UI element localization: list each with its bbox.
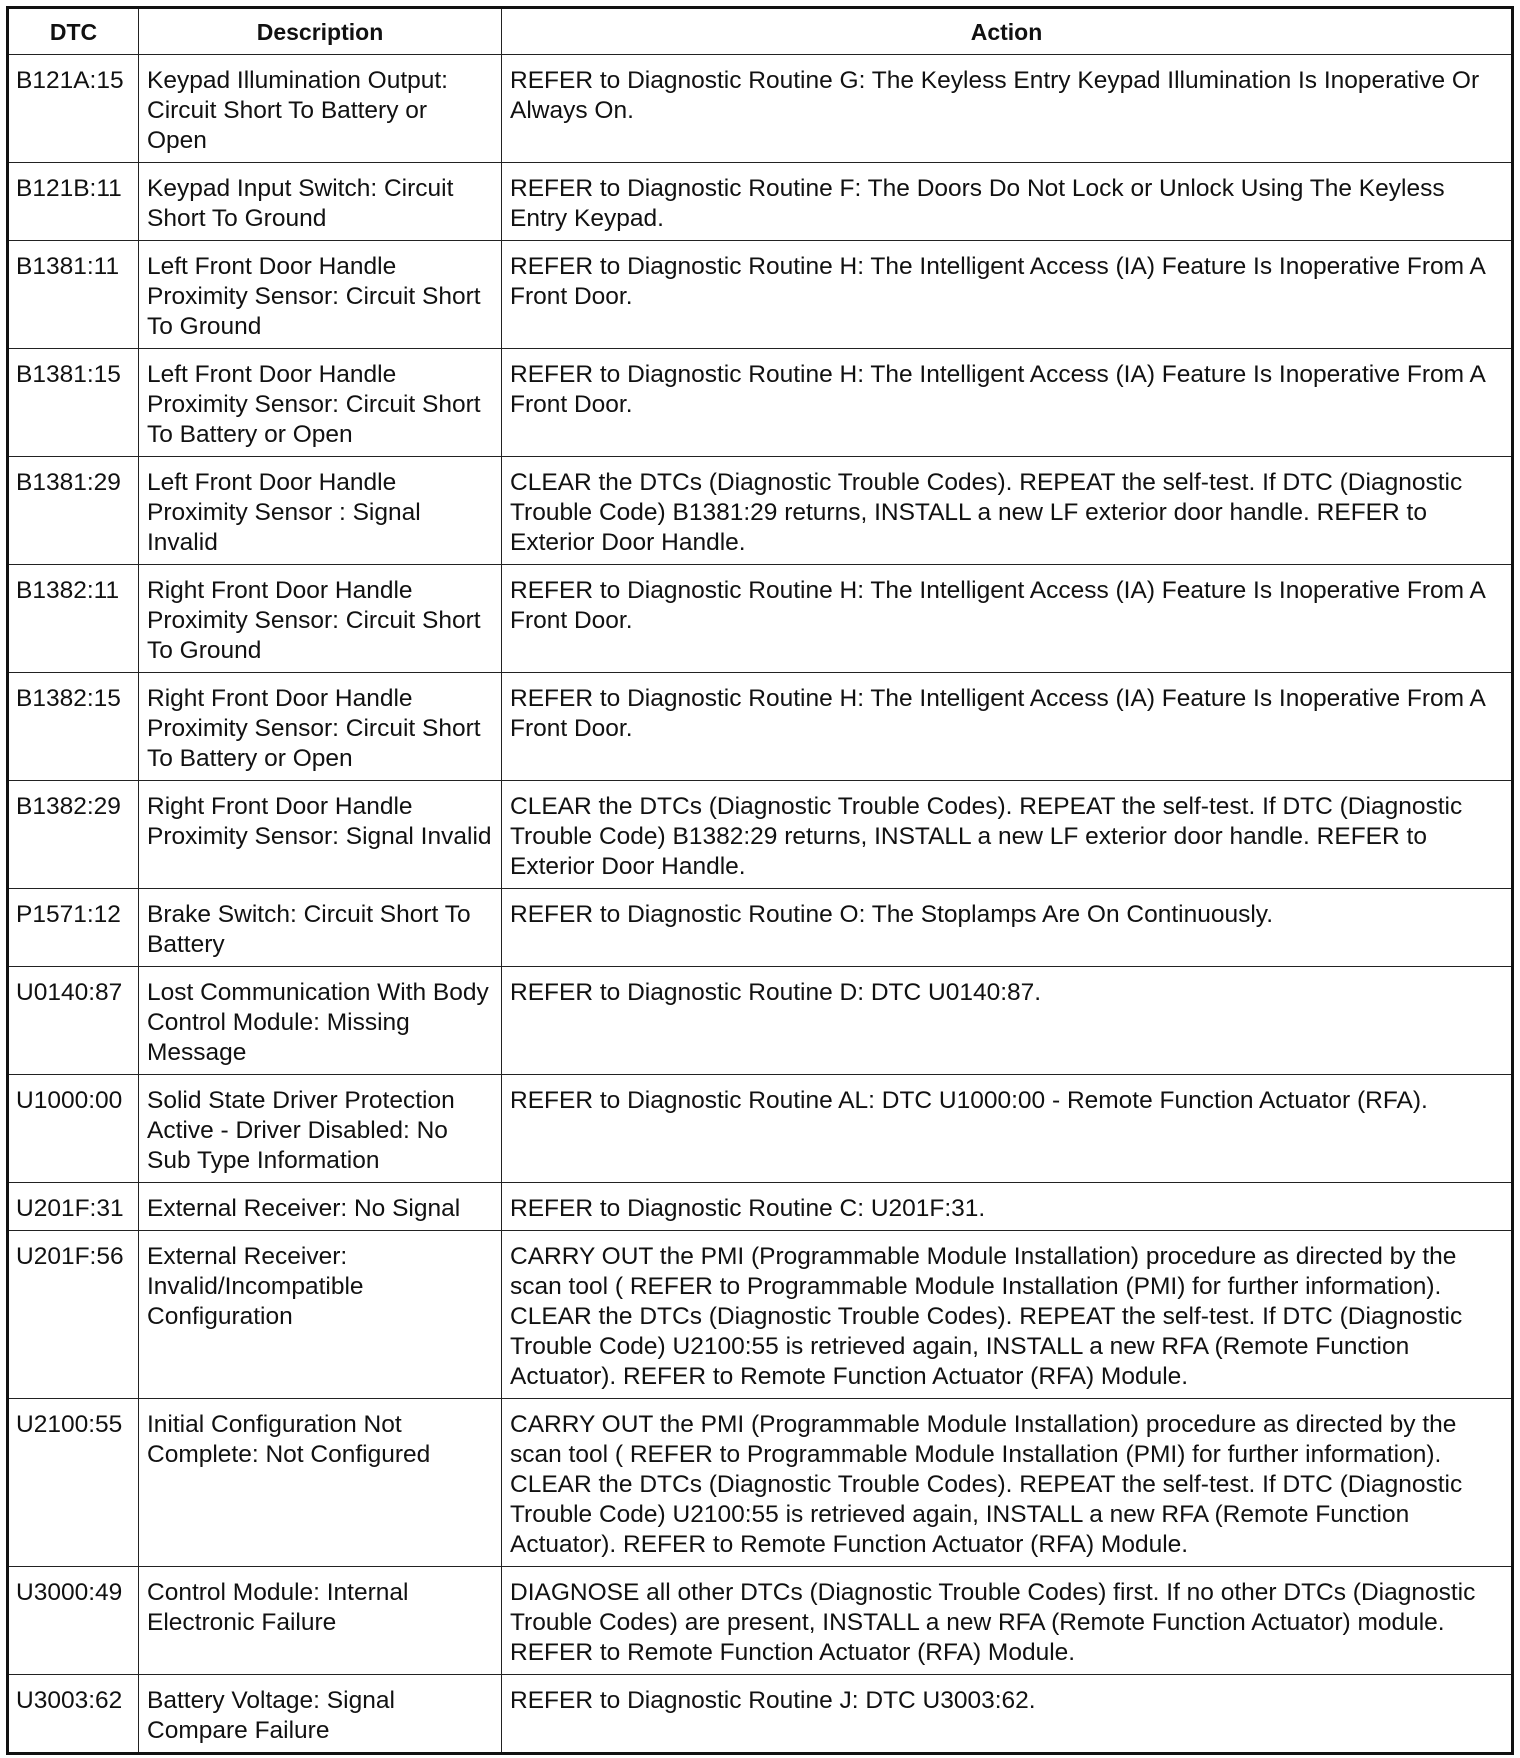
table-row bbox=[8, 781, 1513, 889]
dtc-description: Brake Switch: Circuit Short To Battery bbox=[139, 889, 502, 967]
dtc-description: Keypad Illumination Output: Circuit Short To Battery or Open bbox=[139, 55, 502, 163]
dtc-code: B1381:15 bbox=[8, 349, 139, 457]
dtc-description: Left Front Door Handle Proximity Sensor: Circuit Short To Battery or Open bbox=[139, 349, 502, 457]
dtc-code: U3003:62 bbox=[8, 1675, 139, 1754]
dtc-action: REFER to Diagnostic Routine H: The Intelligent Access (IA) Feature Is Inoperative From A Front Door. bbox=[502, 673, 1513, 781]
dtc-action: REFER to Diagnostic Routine C: U201F:31. bbox=[502, 1183, 1513, 1231]
dtc-action: REFER to Diagnostic Routine G: The Keyless Entry Keypad Illumination Is Inoperative Or Always On. bbox=[502, 55, 1513, 163]
dtc-description: Left Front Door Handle Proximity Sensor: Circuit Short To Ground bbox=[139, 241, 502, 349]
dtc-description: Solid State Driver Protection Active - Driver Disabled: No Sub Type Information bbox=[139, 1075, 502, 1183]
table-row bbox=[8, 1675, 1513, 1754]
table-row bbox=[8, 163, 1513, 241]
dtc-description: External Receiver: Invalid/Incompatible Configuration bbox=[139, 1231, 502, 1399]
dtc-code: U1000:00 bbox=[8, 1075, 139, 1183]
dtc-action: REFER to Diagnostic Routine J: DTC U3003:62. bbox=[502, 1675, 1513, 1754]
dtc-description: Control Module: Internal Electronic Failure bbox=[139, 1567, 502, 1675]
dtc-code: B1382:15 bbox=[8, 673, 139, 781]
dtc-description: Initial Configuration Not Complete: Not Configured bbox=[139, 1399, 502, 1567]
dtc-action: REFER to Diagnostic Routine H: The Intelligent Access (IA) Feature Is Inoperative From A Front Door. bbox=[502, 565, 1513, 673]
table-row bbox=[8, 565, 1513, 673]
dtc-code: U3000:49 bbox=[8, 1567, 139, 1675]
dtc-action: CARRY OUT the PMI (Programmable Module Installation) procedure as directed by the scan tool ( REFER to Programmable Module Installation (PMI) for further information). CLEAR the DTCs (Diagnostic Trouble Codes). REPEAT the self-test. If DTC (Diagnostic Trouble Code) U2100:55 is retrieved again, INSTALL a new RFA (Remote Function Actuator). REFER to Remote Function Actuator (RFA) Module. bbox=[502, 1399, 1513, 1567]
dtc-action: CARRY OUT the PMI (Programmable Module Installation) procedure as directed by the scan tool ( REFER to Programmable Module Installation (PMI) for further information). CLEAR the DTCs (Diagnostic Trouble Codes). REPEAT the self-test. If DTC (Diagnostic Trouble Code) U2100:55 is retrieved again, INSTALL a new RFA (Remote Function Actuator). REFER to Remote Function Actuator (RFA) Module. bbox=[502, 1231, 1513, 1399]
table-row bbox=[8, 55, 1513, 163]
header-description: Description bbox=[139, 8, 502, 55]
header-action: Action bbox=[502, 8, 1513, 55]
dtc-action: DIAGNOSE all other DTCs (Diagnostic Trouble Codes) first. If no other DTCs (Diagnostic Trouble Codes) are present, INSTALL a new RFA (Remote Function Actuator) module. REFER to Remote Function Actuator (RFA) Module. bbox=[502, 1567, 1513, 1675]
dtc-action: CLEAR the DTCs (Diagnostic Trouble Codes). REPEAT the self-test. If DTC (Diagnostic Trouble Code) B1381:29 returns, INSTALL a new LF exterior door handle. REFER to Exterior Door Handle. bbox=[502, 457, 1513, 565]
table-header bbox=[8, 8, 1513, 55]
table-row bbox=[8, 673, 1513, 781]
dtc-code: B1381:11 bbox=[8, 241, 139, 349]
header-row bbox=[8, 8, 1513, 55]
dtc-code: B121A:15 bbox=[8, 55, 139, 163]
dtc-code: U0140:87 bbox=[8, 967, 139, 1075]
dtc-code: B1382:29 bbox=[8, 781, 139, 889]
table-row bbox=[8, 457, 1513, 565]
dtc-description: Keypad Input Switch: Circuit Short To Ground bbox=[139, 163, 502, 241]
dtc-description: Left Front Door Handle Proximity Sensor : Signal Invalid bbox=[139, 457, 502, 565]
dtc-code: B1381:29 bbox=[8, 457, 139, 565]
dtc-action: REFER to Diagnostic Routine H: The Intelligent Access (IA) Feature Is Inoperative From A Front Door. bbox=[502, 241, 1513, 349]
table-row bbox=[8, 1183, 1513, 1231]
dtc-description: Right Front Door Handle Proximity Sensor: Circuit Short To Battery or Open bbox=[139, 673, 502, 781]
table-row bbox=[8, 1075, 1513, 1183]
dtc-description: Right Front Door Handle Proximity Sensor: Signal Invalid bbox=[139, 781, 502, 889]
table-row bbox=[8, 1231, 1513, 1399]
table-row bbox=[8, 889, 1513, 967]
table-row bbox=[8, 967, 1513, 1075]
dtc-description: Lost Communication With Body Control Module: Missing Message bbox=[139, 967, 502, 1075]
dtc-action: REFER to Diagnostic Routine D: DTC U0140:87. bbox=[502, 967, 1513, 1075]
dtc-action: REFER to Diagnostic Routine H: The Intelligent Access (IA) Feature Is Inoperative From A Front Door. bbox=[502, 349, 1513, 457]
dtc-description: External Receiver: No Signal bbox=[139, 1183, 502, 1231]
dtc-code: B121B:11 bbox=[8, 163, 139, 241]
dtc-code: U201F:31 bbox=[8, 1183, 139, 1231]
table-row bbox=[8, 1567, 1513, 1675]
dtc-action: REFER to Diagnostic Routine AL: DTC U1000:00 - Remote Function Actuator (RFA). bbox=[502, 1075, 1513, 1183]
dtc-code: U201F:56 bbox=[8, 1231, 139, 1399]
dtc-action: CLEAR the DTCs (Diagnostic Trouble Codes). REPEAT the self-test. If DTC (Diagnostic Trouble Code) B1382:29 returns, INSTALL a new LF exterior door handle. REFER to Exterior Door Handle. bbox=[502, 781, 1513, 889]
dtc-code: U2100:55 bbox=[8, 1399, 139, 1567]
table-row bbox=[8, 349, 1513, 457]
dtc-description: Battery Voltage: Signal Compare Failure bbox=[139, 1675, 502, 1754]
table-row bbox=[8, 1399, 1513, 1567]
dtc-code: P1571:12 bbox=[8, 889, 139, 967]
dtc-table bbox=[6, 6, 1514, 1755]
dtc-action: REFER to Diagnostic Routine O: The Stoplamps Are On Continuously. bbox=[502, 889, 1513, 967]
dtc-description: Right Front Door Handle Proximity Sensor: Circuit Short To Ground bbox=[139, 565, 502, 673]
header-dtc: DTC bbox=[8, 8, 139, 55]
table-body bbox=[8, 55, 1513, 1754]
table-row bbox=[8, 241, 1513, 349]
dtc-code: B1382:11 bbox=[8, 565, 139, 673]
dtc-action: REFER to Diagnostic Routine F: The Doors Do Not Lock or Unlock Using The Keyless Entry Keypad. bbox=[502, 163, 1513, 241]
